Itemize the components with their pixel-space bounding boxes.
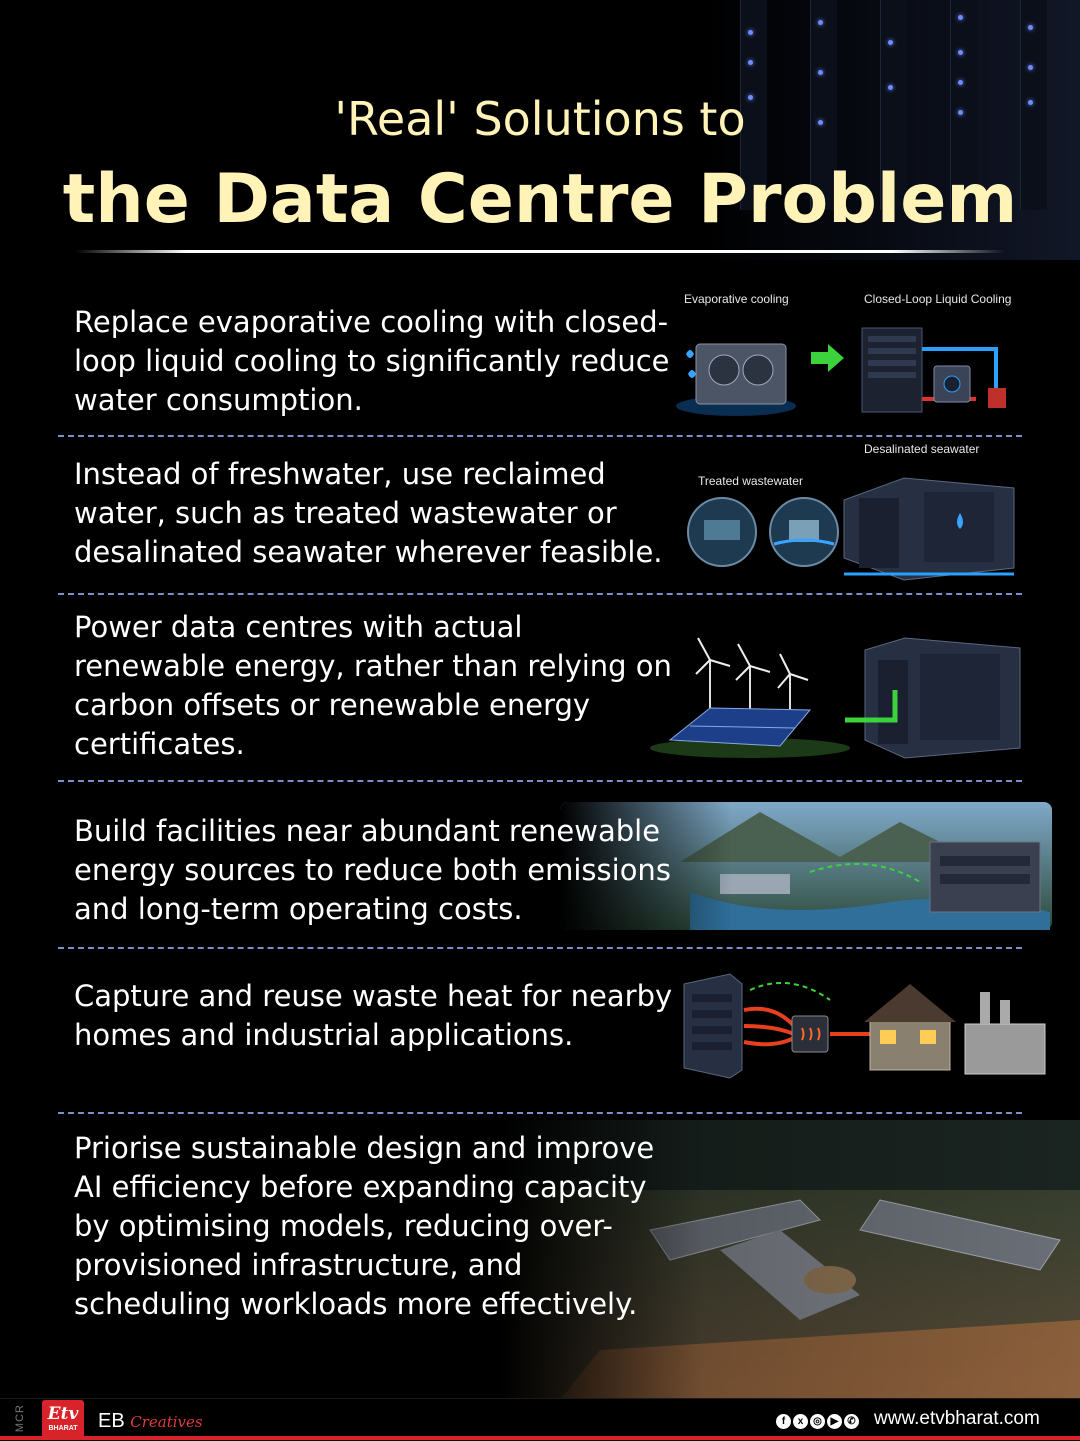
divider <box>58 435 1022 437</box>
side-label: MCR <box>14 1404 26 1433</box>
caption-treated-wastewater: Treated wastewater <box>698 474 803 488</box>
footer-red-bar <box>0 1436 1080 1440</box>
divider <box>58 780 1022 782</box>
waste-heat-illustration <box>680 970 1052 1082</box>
social-icons <box>776 1411 861 1427</box>
caption-desalinated-seawater: Desalinated seawater <box>864 442 980 456</box>
solution-3-text: Power data centres with actual renewable energy, rather than relying on carbon offsets or renewable energy certificates. <box>74 610 672 761</box>
page-title: the Data Centre Problem <box>62 160 1018 239</box>
water-sources-illustration <box>684 458 1034 584</box>
logo-subtext: BHARAT <box>48 1425 78 1432</box>
solution-2-text: Instead of freshwater, use reclaimed water, such as treated wastewater or desalinated seawater wherever feasible. <box>74 457 663 569</box>
page-subtitle: 'Real' Solutions to <box>334 92 746 146</box>
eb-creatives-brand <box>98 1410 203 1433</box>
youtube-icon[interactable]: ▶ <box>827 1414 842 1429</box>
logo-text: Etv <box>47 1404 79 1424</box>
facebook-icon[interactable]: f <box>776 1414 791 1429</box>
divider <box>58 1112 1022 1114</box>
brand-creatives: Creatives <box>130 1413 203 1431</box>
cooling-illustration <box>676 314 1036 424</box>
divider <box>58 947 1022 949</box>
website-link[interactable]: www.etvbharat.com <box>874 1408 1040 1429</box>
brand-eb: EB <box>98 1410 125 1432</box>
caption-closed-loop-cooling: Closed-Loop Liquid Cooling <box>864 292 1012 306</box>
whatsapp-icon[interactable]: ✆ <box>844 1414 859 1429</box>
instagram-icon[interactable]: ◎ <box>810 1414 825 1429</box>
x-icon[interactable]: x <box>793 1414 808 1429</box>
renewable-energy-illustration <box>650 630 1030 760</box>
divider <box>58 593 1022 595</box>
caption-evaporative-cooling: Evaporative cooling <box>684 292 789 306</box>
solution-6-text: Priorise sustainable design and improve AI efficiency before expanding capacity by optimising models, reducing over-provisioned infrastructure, and scheduling workloads more effectively. <box>74 1131 655 1321</box>
etv-bharat-logo <box>42 1400 84 1438</box>
solution-1-text: Replace evaporative cooling with closed-loop liquid cooling to significantly reduce water consumption. <box>74 305 670 417</box>
solution-4-text: Build facilities near abundant renewable energy sources to reduce both emissions and long-term operating costs. <box>74 814 671 926</box>
title-underline <box>75 250 1005 253</box>
solution-5-text: Capture and reuse waste heat for nearby homes and industrial applications. <box>74 979 673 1052</box>
